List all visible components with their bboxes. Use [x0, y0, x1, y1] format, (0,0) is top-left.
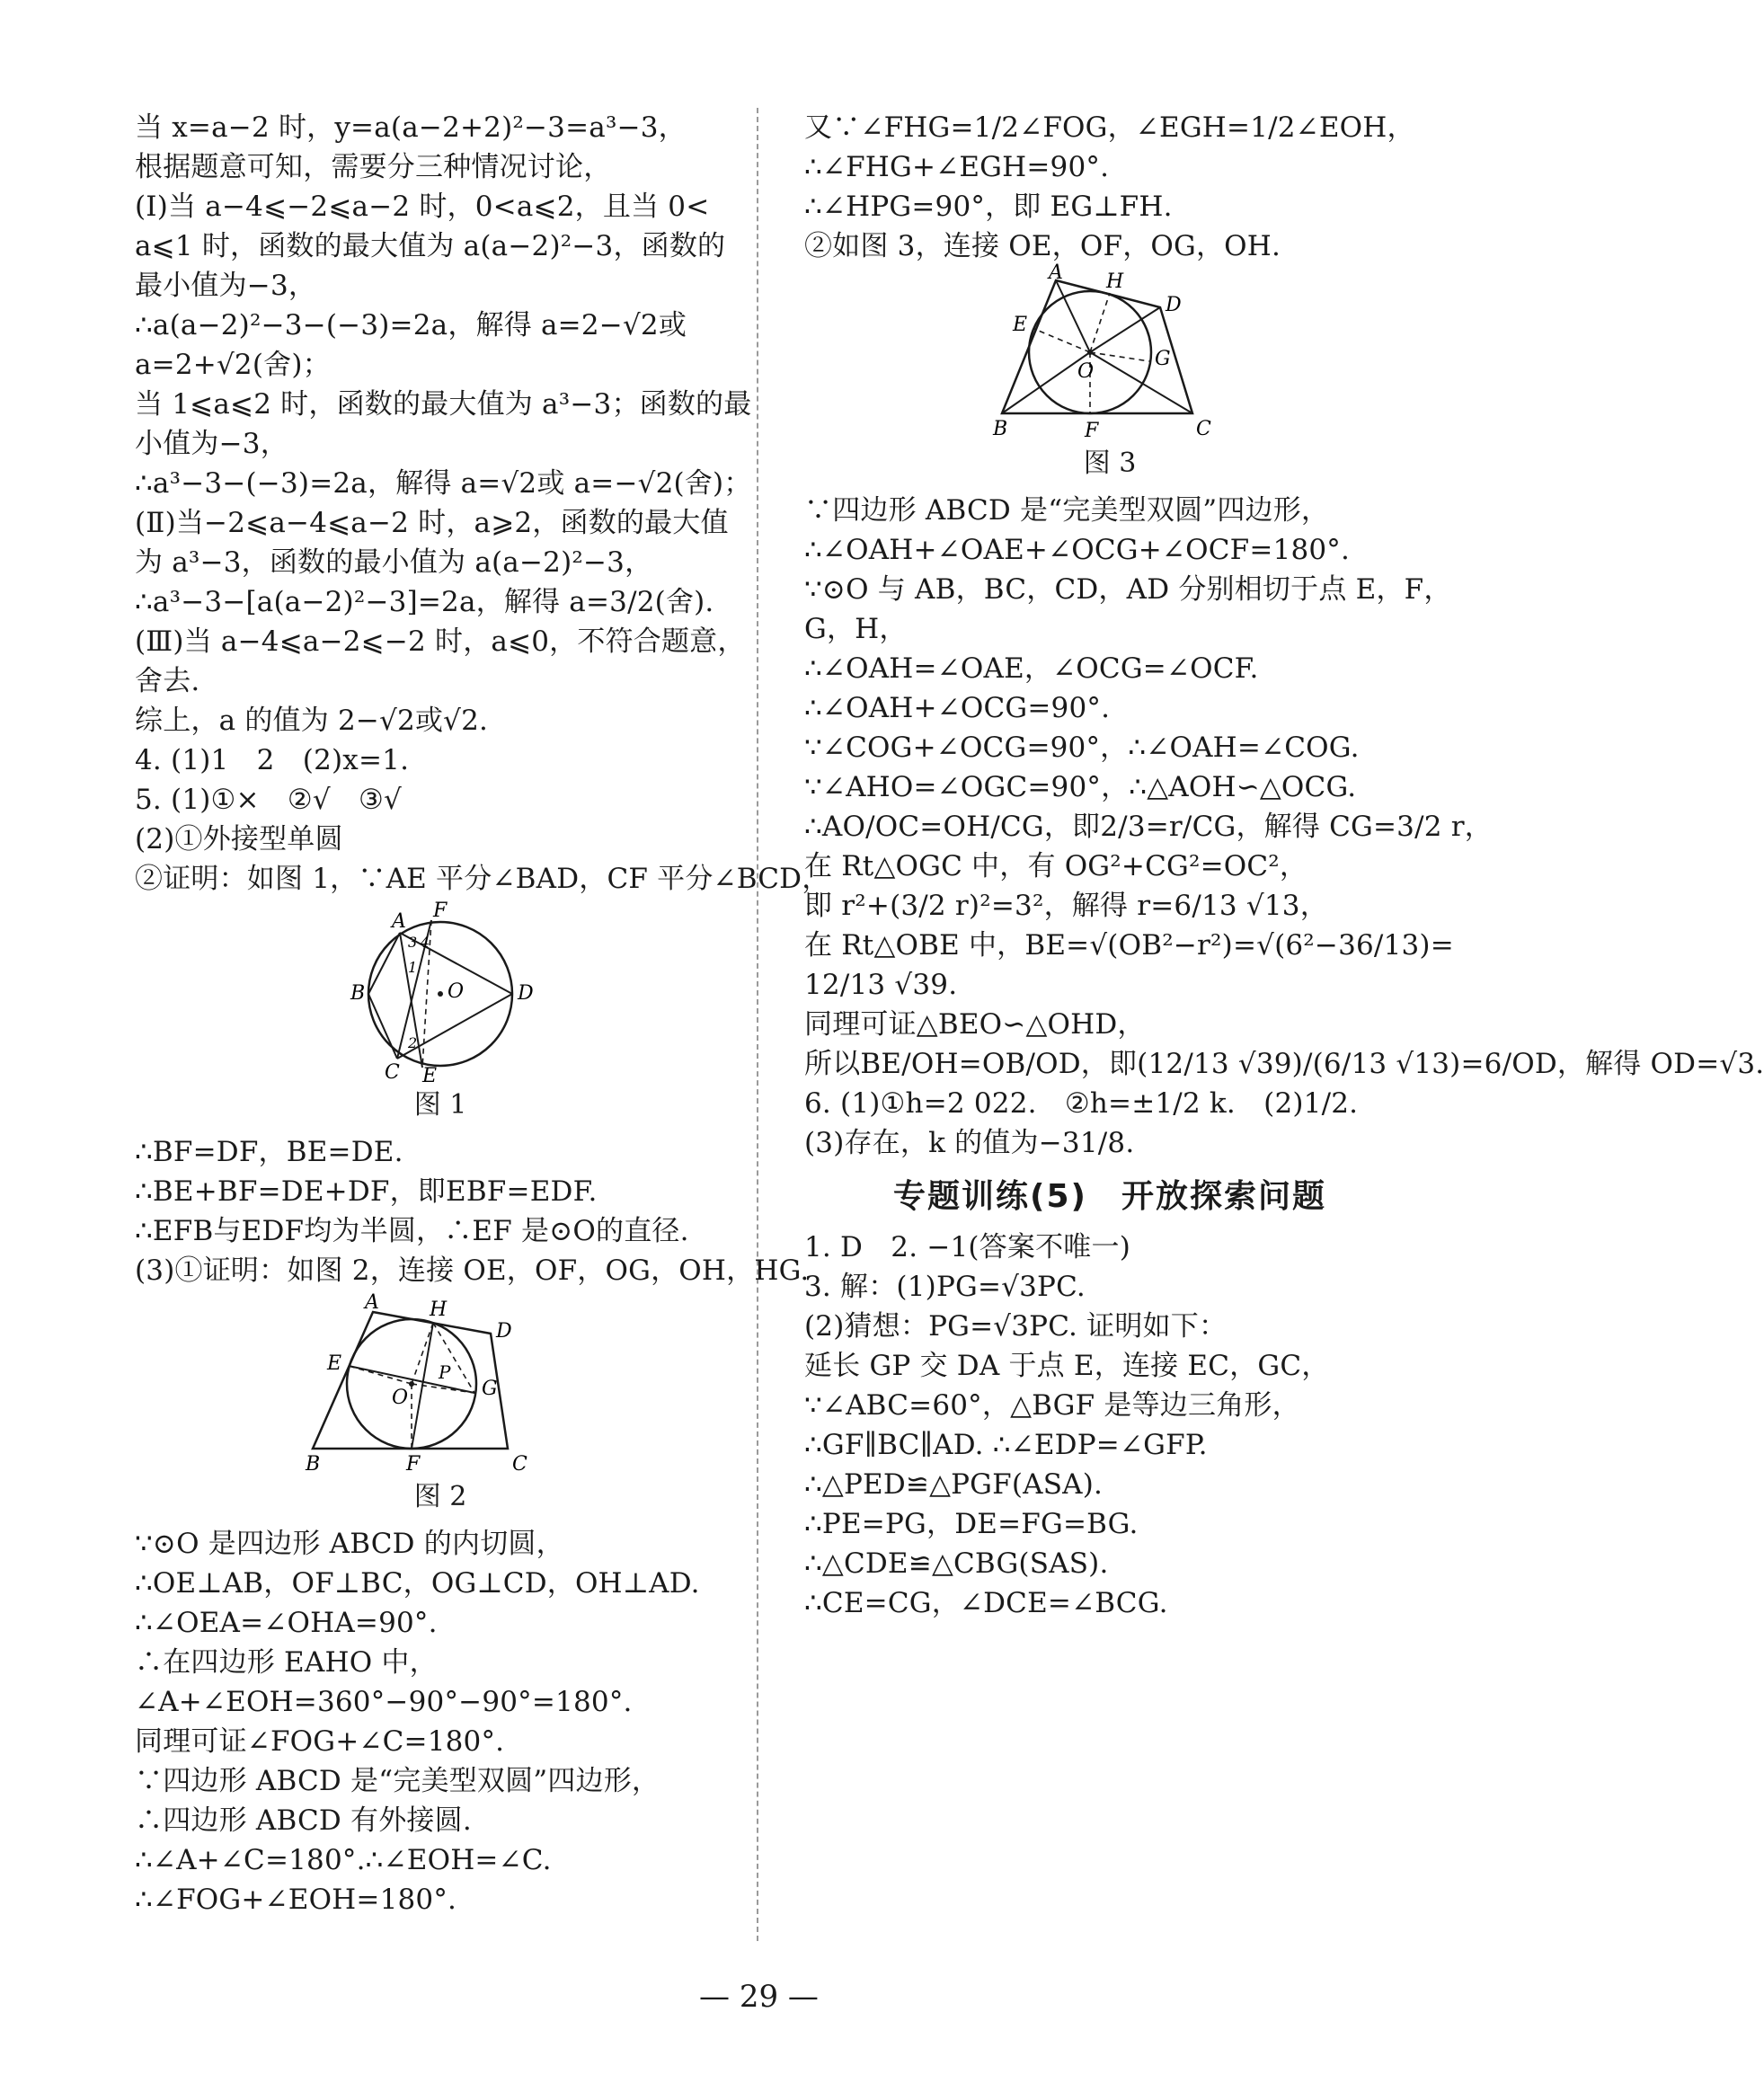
- text-line: ∵∠COG+∠OCG=90°，∴∠OAH=∠COG.: [804, 731, 1360, 764]
- text-line: ∠A+∠EOH=360°−90°−90°=180°.: [135, 1686, 633, 1718]
- text-line: ∴OE⊥AB，OF⊥BC，OG⊥CD，OH⊥AD.: [135, 1567, 700, 1600]
- text-line: a=2+√2(舍)；: [135, 349, 331, 381]
- text-line: G，H，: [804, 613, 908, 645]
- text-line: ∴a³−3−(−3)=2a，解得 a=√2或 a=−√2(舍)；: [135, 467, 752, 500]
- text-line: 当 1⩽a⩽2 时，函数的最大值为 a³−3；函数的最: [135, 388, 752, 421]
- text-line: 小值为−3，: [135, 428, 288, 460]
- fig3-label-D: D: [1166, 294, 1182, 316]
- right-column: [804, 108, 1764, 1623]
- right-text-block-a: [804, 108, 1415, 266]
- text-line: (2)猜想：PG=√3PC. 证明如下：: [804, 1310, 1228, 1343]
- figure-2-caption: 图 2: [413, 1481, 467, 1512]
- fig1-label-B: B: [350, 982, 366, 1005]
- text-line: (Ⅱ)当−2⩽a−4⩽a−2 时，a⩾2，函数的最大值: [135, 507, 729, 539]
- fig1-label-D: D: [518, 982, 534, 1005]
- fig2-label-H: H: [430, 1299, 448, 1321]
- text-line: 即 r²+(3/2 r)²=3²，解得 r=6/13 √13，: [804, 890, 1328, 922]
- text-line: 最小值为−3，: [135, 270, 317, 302]
- text-line: ∴∠OAH=∠OAE，∠OCG=∠OCF.: [804, 652, 1259, 685]
- text-line: ∴∠OAH+∠OAE+∠OCG+∠OCF=180°.: [804, 534, 1351, 566]
- figure-2-diagram: [306, 1291, 575, 1476]
- text-line: 综上，a 的值为 2−√2或√2.: [135, 705, 489, 737]
- text-line: 5. (1)①× ②√ ③√: [135, 784, 402, 816]
- text-line: ∵⊙O 与 AB，BC，CD，AD 分别相切于点 E，F，: [804, 573, 1452, 606]
- text-line: 同理可证∠FOG+∠C=180°.: [135, 1725, 505, 1758]
- fig1-label-E: E: [422, 1065, 438, 1087]
- text-line: ∴GF∥BC∥AD. ∴∠EDP=∠GFP.: [804, 1429, 1208, 1461]
- text-line: (2)①外接型单圆: [135, 823, 343, 855]
- text-line: ∵四边形 ABCD 是“完美型双圆”四边形，: [135, 1765, 660, 1797]
- fig1-angle-3: 3: [408, 934, 418, 951]
- text-line: 为 a³−3，函数的最小值为 a(a−2)²−3，: [135, 546, 653, 579]
- fig3-label-G: G: [1155, 348, 1171, 370]
- text-line: 4. (1)1 2 (2)x=1.: [135, 744, 410, 776]
- text-line: ∴BF=DF，BE=DE.: [135, 1136, 403, 1168]
- text-line: ∴∠OEA=∠OHA=90°.: [135, 1607, 438, 1639]
- right-text-block-c: [804, 1228, 1415, 1623]
- text-line: ∴∠FHG+∠EGH=90°.: [804, 151, 1110, 183]
- right-text-block-b: [804, 491, 1764, 1163]
- text-line: (Ⅰ)当 a−4⩽−2⩽a−2 时，0<a⩽2，且当 0<: [135, 191, 710, 223]
- text-line: 当 x=a−2 时，y=a(a−2+2)²−3=a³−3，: [135, 111, 687, 144]
- fig1-label-A: A: [392, 910, 406, 933]
- figure-1-diagram: [332, 900, 548, 1087]
- text-line: ②如图 3，连接 OE，OF，OG，OH.: [804, 230, 1281, 262]
- text-line: (Ⅲ)当 a−4⩽a−2⩽−2 时，a⩽0，不符合题意，: [135, 625, 746, 658]
- fig2-label-B: B: [306, 1453, 321, 1476]
- fig2-label-A: A: [365, 1291, 379, 1314]
- text-line: ∵∠ABC=60°，△BGF 是等边三角形，: [804, 1389, 1300, 1422]
- fig2-label-G: G: [482, 1378, 498, 1400]
- left-column: [135, 108, 830, 1919]
- fig3-label-O: O: [1077, 360, 1095, 383]
- figure-3-diagram: [993, 262, 1227, 442]
- text-line: ∴AO/OC=OH/CG，即2/3=r/CG，解得 CG=3/2 r，: [804, 811, 1493, 843]
- text-line: ∴CE=CG，∠DCE=∠BCG.: [804, 1587, 1168, 1619]
- text-line: 在 Rt△OGC 中，有 OG²+CG²=OC²，: [804, 850, 1308, 882]
- section-title: 专题训练(5) 开放探索问题: [893, 1178, 1326, 1215]
- fig1-label-C: C: [385, 1061, 400, 1084]
- text-line: (3)①证明：如图 2，连接 OE，OF，OG，OH，HG.: [135, 1254, 810, 1287]
- text-line: ∴EFB与EDF均为半圆，∴EF 是⊙O的直径.: [135, 1215, 689, 1247]
- text-line: ∴∠A+∠C=180°.∴∠EOH=∠C.: [135, 1844, 552, 1876]
- text-line: ∵四边形 ABCD 是“完美型双圆”四边形，: [804, 494, 1330, 527]
- column-divider: [757, 108, 758, 1941]
- text-line: 舍去.: [135, 665, 200, 697]
- text-line: 延长 GP 交 DA 于点 E，连接 EC，GC，: [804, 1350, 1330, 1382]
- text-line: 12/13 √39.: [804, 969, 958, 1001]
- text-line: ∴在四边形 EAHO 中，: [135, 1646, 438, 1679]
- fig3-label-C: C: [1196, 418, 1211, 440]
- text-line: 又∵∠FHG=1/2∠FOG，∠EGH=1/2∠EOH，: [804, 111, 1415, 144]
- left-text-block-c: [135, 1524, 746, 1919]
- text-line: 在 Rt△OBE 中，BE=√(OB²−r²)=√(6²−36/13)=: [804, 929, 1454, 962]
- left-text-block-a: [135, 108, 830, 899]
- fig1-angle-4: 4: [421, 934, 430, 951]
- text-line: ∴a(a−2)²−3−(−3)=2a，解得 a=2−√2或: [135, 309, 687, 341]
- fig2-label-P: P: [439, 1361, 451, 1383]
- fig3-label-F: F: [1085, 420, 1099, 442]
- text-line: ∴△PED≌△PGF(ASA).: [804, 1468, 1104, 1501]
- fig3-label-E: E: [1013, 314, 1028, 336]
- text-line: 6. (1)①h=2 022. ②h=±1/2 k. (2)1/2.: [804, 1087, 1359, 1120]
- fig2-label-E: E: [327, 1352, 342, 1375]
- left-text-block-b: [135, 1132, 810, 1290]
- text-line: ∵⊙O 是四边形 ABCD 的内切圆，: [135, 1528, 564, 1560]
- text-line: ∴四边形 ABCD 有外接圆.: [135, 1804, 472, 1837]
- text-line: ∴△CDE≌△CBG(SAS).: [804, 1547, 1109, 1580]
- fig1-label-F: F: [433, 900, 448, 922]
- figure-1: [332, 900, 548, 1087]
- fig2-label-D: D: [496, 1320, 512, 1343]
- fig1-label-O: O: [448, 980, 465, 1003]
- text-line: ②证明：如图 1，∵AE 平分∠BAD，CF 平分∠BCD，: [135, 863, 830, 895]
- text-line: 所以BE/OH=OB/OD，即(12/13 √39)/(6/13 √13)=6/OD，解得 OD=√3.: [804, 1048, 1764, 1080]
- text-line: 根据题意可知，需要分三种情况讨论，: [135, 151, 612, 183]
- fig3-label-A: A: [1049, 262, 1063, 284]
- fig1-angle-2: 2: [408, 1034, 418, 1051]
- text-line: ∴PE=PG，DE=FG=BG.: [804, 1508, 1139, 1540]
- text-line: (3)存在，k 的值为−31/8.: [804, 1127, 1135, 1159]
- text-line: ∴∠FOG+∠EOH=180°.: [135, 1884, 457, 1916]
- text-line: ∴∠OAH+∠OCG=90°.: [804, 692, 1111, 724]
- text-line: ∴BE+BF=DE+DF，即EBF=EDF.: [135, 1175, 598, 1208]
- text-line: ∵∠AHO=∠OGC=90°，∴△AOH∽△OCG.: [804, 771, 1357, 803]
- text-line: 1. D 2. −1(答案不唯一): [804, 1231, 1131, 1263]
- fig2-label-F: F: [406, 1453, 421, 1476]
- figure-3: [993, 262, 1227, 446]
- fig3-label-B: B: [993, 418, 1008, 440]
- fig2-label-C: C: [512, 1453, 527, 1476]
- figure-1-caption: 图 1: [413, 1089, 467, 1121]
- figure-3-caption: 图 3: [1083, 448, 1137, 479]
- fig1-angle-1: 1: [408, 959, 418, 976]
- page-number: — 29 —: [699, 1979, 819, 2015]
- text-line: ∴∠HPG=90°，即 EG⊥FH.: [804, 191, 1173, 223]
- fig2-label-O: O: [392, 1387, 409, 1409]
- text-line: a⩽1 时，函数的最大值为 a(a−2)²−3，函数的: [135, 230, 726, 262]
- text-line: 同理可证△BEO∽△OHD，: [804, 1008, 1146, 1041]
- fig3-label-H: H: [1106, 270, 1124, 293]
- figure-2: [306, 1291, 575, 1479]
- text-line: 3. 解：(1)PG=√3PC.: [804, 1271, 1086, 1303]
- text-line: ∴a³−3−[a(a−2)²−3]=2a，解得 a=3/2(舍).: [135, 586, 714, 618]
